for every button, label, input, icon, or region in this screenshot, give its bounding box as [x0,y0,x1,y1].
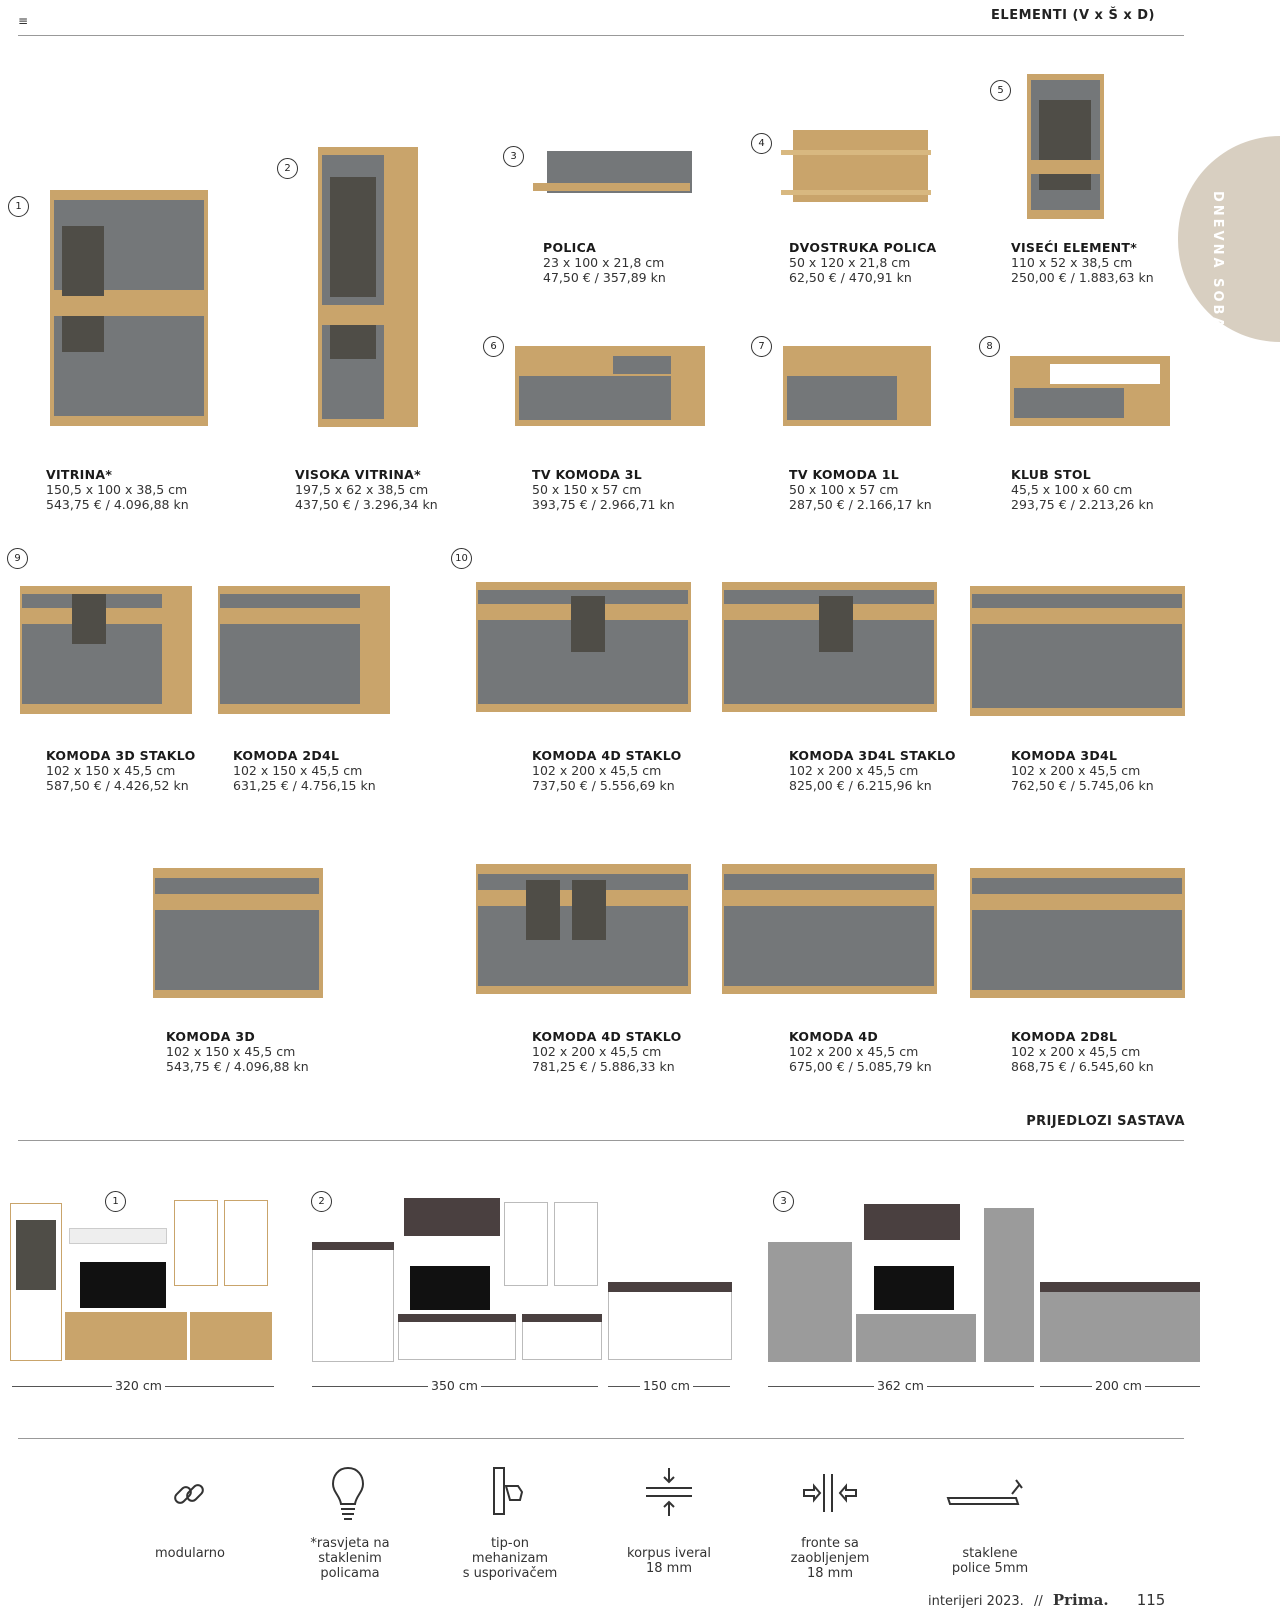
footer [928,1591,1165,1609]
composition-3-width-1: 362 cm [874,1378,927,1393]
item-price: 543,75 € / 4.096,88 kn [166,1059,309,1074]
composition-number: 1 [105,1191,126,1212]
item-price: 437,50 € / 3.296,34 kn [295,497,438,512]
item-card-komoda-4d [789,1029,932,1074]
tab-line-1: DNEVNA [1210,191,1225,271]
item-dimensions: 102 x 200 x 45,5 cm [789,763,919,778]
item-name: DVOSTRUKA POLICA [789,240,937,255]
composition-number: 2 [311,1191,332,1212]
item-card-komoda-3d4l [1011,748,1154,793]
menu-icon: ≡ [18,14,29,28]
item-name: KLUB STOL [1011,467,1092,482]
compositions-divider [18,1140,1184,1141]
item-name: VISOKA VITRINA* [295,467,421,482]
composition-3-image [768,1204,1200,1362]
item-name: VITRINA* [46,467,113,482]
item-card-dvostruka-polica [789,240,937,285]
item-name: POLICA [543,240,597,255]
item-name: VISEĆI ELEMENT* [1011,240,1138,255]
item-card-komoda-3d [166,1029,309,1074]
shelf-icon [946,1476,1026,1516]
item-dimensions: 197,5 x 62 x 38,5 cm [295,482,429,497]
item-price: 675,00 € / 5.085,79 kn [789,1059,932,1074]
item-name: KOMODA 3D4L [1011,748,1118,763]
page-title: ELEMENTI (V x Š x D) [991,8,1155,23]
item-name: KOMODA 3D4L STAKLO [789,748,956,763]
item-name: KOMODA 2D4L [233,748,340,763]
item-dimensions: 23 x 100 x 21,8 cm [543,255,665,270]
feature-staklene [940,1546,1040,1576]
front-icon [800,1470,860,1516]
item-price: 543,75 € / 4.096,88 kn [46,497,189,512]
item-price: 587,50 € / 4.426,52 kn [46,778,189,793]
item-dimensions: 45,5 x 100 x 60 cm [1011,482,1133,497]
item-dimensions: 102 x 150 x 45,5 cm [233,763,363,778]
item-number: 6 [483,336,504,357]
feature-line: fronte sa [801,1536,859,1551]
tip-on-icon [490,1466,534,1516]
dvostruka-polica-image [793,130,928,202]
item-card-komoda-4d-staklo-2 [532,1029,682,1074]
item-price: 287,50 € / 2.166,17 kn [789,497,932,512]
item-number: 1 [8,196,29,217]
item-card-komoda-2d4l [233,748,376,793]
feature-line: 18 mm [645,1561,692,1576]
viseci-element-image [1027,74,1104,219]
tv-komoda-1l-image [783,346,931,426]
composition-1-image [10,1200,272,1360]
item-price: 868,75 € / 6.545,60 kn [1011,1059,1154,1074]
item-price: 393,75 € / 2.966,71 kn [532,497,675,512]
item-name: KOMODA 4D [789,1029,878,1044]
item-dimensions: 50 x 100 x 57 cm [789,482,899,497]
features-divider [18,1438,1184,1439]
klub-stol-image [1010,356,1170,426]
feature-line: *rasvjeta na [310,1536,390,1551]
section-tab [1178,136,1280,342]
item-name: KOMODA 4D STAKLO [532,748,682,763]
feature-line: zaobljenjem [790,1551,870,1566]
brand-logo: Prima. [1052,1591,1109,1609]
item-dimensions: 102 x 150 x 45,5 cm [166,1044,296,1059]
composition-2-width-2: 150 cm [640,1378,693,1393]
composition-2-image [312,1198,732,1362]
item-card-komoda-2d8l [1011,1029,1154,1074]
feature-line: tip-on [490,1536,530,1551]
composition-1-width: 320 cm [112,1378,165,1393]
polica-shelf [533,183,690,191]
item-number: 2 [277,158,298,179]
item-name: KOMODA 3D STAKLO [46,748,196,763]
item-number: 10 [451,548,472,569]
item-number: 8 [979,336,1000,357]
item-name: TV KOMODA 1L [789,467,900,482]
item-card-tv-komoda-1l [789,467,932,512]
item-dimensions: 110 x 52 x 38,5 cm [1011,255,1133,270]
item-card-komoda-4d-staklo [532,748,682,793]
feature-rasvjeta [300,1536,400,1581]
tab-line-2: SOBA [1210,278,1225,331]
komoda-3d4l-staklo-image [722,582,937,712]
item-name: TV KOMODA 3L [532,467,643,482]
komoda-3d-staklo-image [20,586,192,714]
feature-line: mehanizam [471,1551,549,1566]
komoda-2d4l-image [218,586,390,714]
item-price: 762,50 € / 5.745,06 kn [1011,778,1154,793]
komoda-4d-staklo-image [476,582,691,712]
feature-line: policama [320,1566,380,1581]
item-number: 5 [990,80,1011,101]
feature-fronte [780,1536,880,1581]
item-price: 293,75 € / 2.213,26 kn [1011,497,1154,512]
feature-line: staklene [962,1546,1018,1561]
item-card-tv-komoda-3l [532,467,675,512]
feature-line: modularno [155,1546,225,1561]
feature-line: staklenim [318,1551,382,1566]
bulb-icon [330,1466,366,1522]
item-card-viseci-element [1011,240,1154,285]
composition-2-width-1: 350 cm [428,1378,481,1393]
header-divider [18,35,1184,36]
item-price: 62,50 € / 470,91 kn [789,270,912,285]
magazine-name: interijeri 2023. [928,1594,1024,1609]
komoda-3d4l-image [970,586,1185,716]
item-dimensions: 102 x 200 x 45,5 cm [532,763,662,778]
item-dimensions: 50 x 150 x 57 cm [532,482,642,497]
item-card-vitrina [46,467,189,512]
item-name: KOMODA 4D STAKLO [532,1029,682,1044]
item-price: 250,00 € / 1.883,63 kn [1011,270,1154,285]
item-dimensions: 102 x 200 x 45,5 cm [1011,763,1141,778]
item-number: 9 [7,548,28,569]
item-card-komoda-3d-staklo [46,748,196,793]
komoda-4d-staklo-2-image [476,864,691,994]
item-dimensions: 102 x 150 x 45,5 cm [46,763,176,778]
item-number: 7 [751,336,772,357]
item-price: 825,00 € / 6.215,96 kn [789,778,932,793]
item-price: 631,25 € / 4.756,15 kn [233,778,376,793]
item-dimensions: 102 x 200 x 45,5 cm [532,1044,662,1059]
item-number: 3 [503,146,524,167]
item-dimensions: 102 x 200 x 45,5 cm [1011,1044,1141,1059]
feature-line: police 5mm [951,1561,1029,1576]
vitrina-image [50,190,208,426]
compositions-title: PRIJEDLOZI SASTAVA [1026,1114,1185,1129]
item-price: 781,25 € / 5.886,33 kn [532,1059,675,1074]
item-card-komoda-3d4l-staklo [789,748,956,793]
feature-tip-on [460,1536,560,1581]
composition-3-width-2: 200 cm [1092,1378,1145,1393]
item-dimensions: 102 x 200 x 45,5 cm [789,1044,919,1059]
page-number: 115 [1136,1591,1166,1609]
link-icon [170,1470,210,1520]
komoda-4d-image [722,864,937,994]
item-name: KOMODA 2D8L [1011,1029,1118,1044]
item-price: 47,50 € / 357,89 kn [543,270,666,285]
feature-line: 18 mm [806,1566,853,1581]
feature-korpus [614,1546,724,1576]
item-dimensions: 150,5 x 100 x 38,5 cm [46,482,188,497]
feature-modularno [140,1546,240,1561]
visoka-vitrina-image [318,147,418,427]
item-number: 4 [751,133,772,154]
feature-line: s usporivačem [462,1566,558,1581]
feature-line: korpus iveral [627,1546,711,1561]
item-card-polica [543,240,666,285]
board-icon [644,1466,694,1520]
tv-komoda-3l-image [515,346,705,426]
item-card-klub-stol [1011,467,1154,512]
komoda-3d-image [153,868,323,998]
item-name: KOMODA 3D [166,1029,255,1044]
item-card-visoka-vitrina [295,467,438,512]
item-price: 737,50 € / 5.556,69 kn [532,778,675,793]
composition-number: 3 [773,1191,794,1212]
footer-separator: // [1033,1594,1043,1609]
item-dimensions: 50 x 120 x 21,8 cm [789,255,911,270]
komoda-2d8l-image [970,868,1185,998]
